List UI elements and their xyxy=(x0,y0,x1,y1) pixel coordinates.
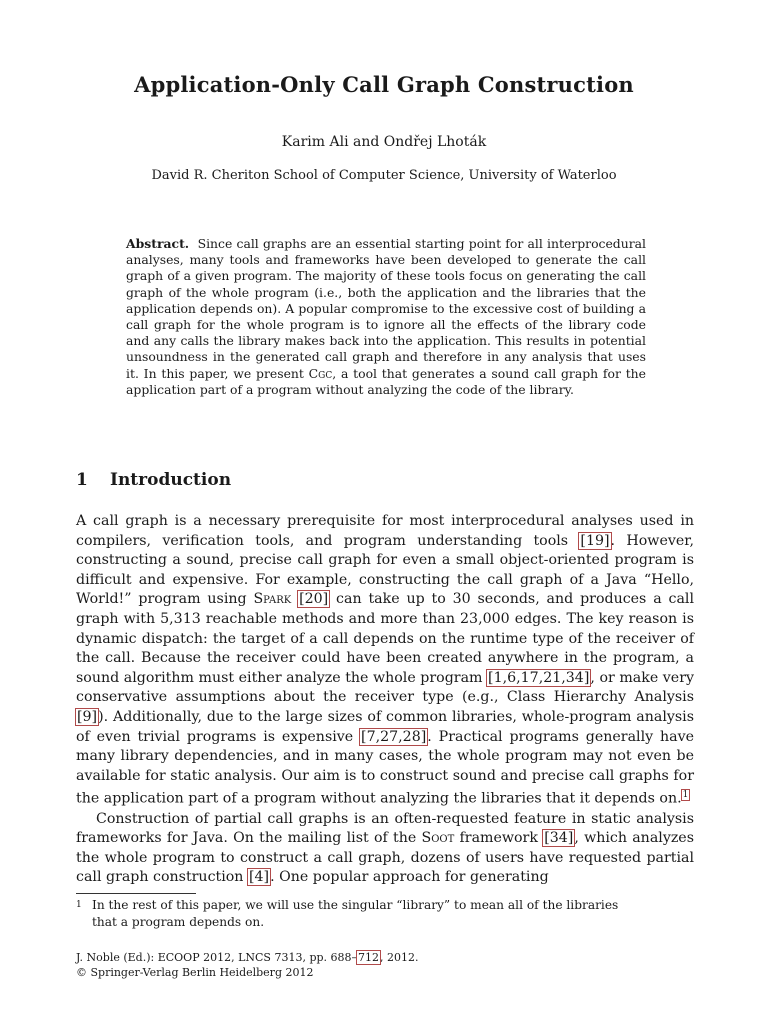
footnote-number: 1 xyxy=(76,900,82,910)
section-number: 1 xyxy=(76,470,88,490)
p2-text: . One popular approach for generating xyxy=(270,869,549,886)
abstract xyxy=(126,236,646,398)
page-range-link[interactable]: 712 xyxy=(358,951,380,964)
publication-info xyxy=(76,950,694,980)
citation-link[interactable]: [1,6,17,21,34] xyxy=(488,669,590,686)
p1-text: A call graph is a necessary prerequisite for most interprocedural analyses used in compilers, verification tools, and program understanding tools xyxy=(76,513,694,549)
framework-name: Soot xyxy=(421,830,455,847)
paragraph-1 xyxy=(76,512,694,810)
section-heading xyxy=(76,470,231,490)
tool-name: Spark xyxy=(253,591,292,608)
abstract-text-b: , a tool that generates a sound call graph for the application part of a program without analyzing the code of the library. xyxy=(126,365,646,397)
footnote-text-cont: that a program depends on. xyxy=(92,915,265,929)
pub-line-1: J. Noble (Ed.): ECOOP 2012, LNCS 7313, pp. 688– xyxy=(76,951,358,964)
copyright-line: © Springer-Verlag Berlin Heidelberg 2012 xyxy=(76,966,314,979)
p2-text: Construction of partial call graphs is an often-requested feature in static analysis frameworks for Java. On the mailing list of the xyxy=(76,810,694,847)
citation-link[interactable]: [7,27,28] xyxy=(361,728,427,745)
abstract-text-a: Since call graphs are an essential starting point for all interprocedural analyses, many tools and frameworks have been developed to generate the call graph of a given program. The majority of these tools focus on generating the call graph of the whole program (i.e., both the application and the libraries that the application depends on). A popular compromise to the excessive cost of building a call graph for the whole program is to ignore all the effects of the library code and any calls the library makes back into the application. This results in potential unsoundness in the generated call graph and therefore in any analysis that uses it. In this paper, we present xyxy=(126,236,646,381)
citation-link[interactable]: [20] xyxy=(299,591,329,608)
pub-line-1-end: , 2012. xyxy=(380,951,419,964)
p2-text: framework xyxy=(454,830,544,847)
p1-text: can take up to 30 seconds, and produces a call graph with 5,313 reachable methods and more than 23,000 edges. The key reason is dynamic dispatch: the target of a call depends on the runtime type of the receiver of the call. Because the receiver could have been created anywhere in the program, a sound algorithm must either analyze the whole program xyxy=(76,591,694,686)
citation-link[interactable]: [9] xyxy=(77,708,98,725)
footnote xyxy=(76,897,694,931)
citation-link[interactable]: [34] xyxy=(544,830,574,847)
p1-text: , or make very conservative assumptions about the receiver type (e.g., Class Hierarchy Analysis xyxy=(76,669,694,706)
citation-link[interactable]: [19] xyxy=(580,532,610,549)
paper-title: Application-Only Call Graph Construction xyxy=(134,72,634,97)
p2-text: , which analyzes the whole program to construct a call graph, dozens of users have requested partial call graph construction xyxy=(76,830,694,886)
p1-text: . However, constructing a sound, precise call graph for even a small object-oriented program is difficult and expensive. For example, constructing the call graph of a Java “Hello, World!” program using xyxy=(76,532,694,608)
footnote-ref-link[interactable]: 1 xyxy=(682,790,689,801)
tool-name: Cgc xyxy=(308,365,333,381)
p1-text: ). Additionally, due to the large sizes of common libraries, whole-program analysis of even trivial programs is expensive xyxy=(76,708,694,745)
footnote-text: In the rest of this paper, we will use the singular “library” to mean all of the libraries xyxy=(92,898,619,912)
paragraph-2 xyxy=(76,810,694,888)
section-body xyxy=(76,512,694,888)
affiliation: David R. Cheriton School of Computer Science, University of Waterloo xyxy=(151,168,617,183)
section-title: Introduction xyxy=(110,470,232,490)
footnote-divider xyxy=(76,893,196,894)
author-list: Karim Ali and Ondřej Lhoták xyxy=(281,134,487,150)
abstract-label: Abstract. xyxy=(126,236,190,251)
citation-link[interactable]: [4] xyxy=(248,869,270,886)
p1-text: . Practical programs generally have many library dependencies, and in many cases, the whole program may not even be available for static analysis. Our aim is to construct sound and precise call graphs for the application part of a program without analyzing the libraries that it depends on. xyxy=(76,728,694,808)
